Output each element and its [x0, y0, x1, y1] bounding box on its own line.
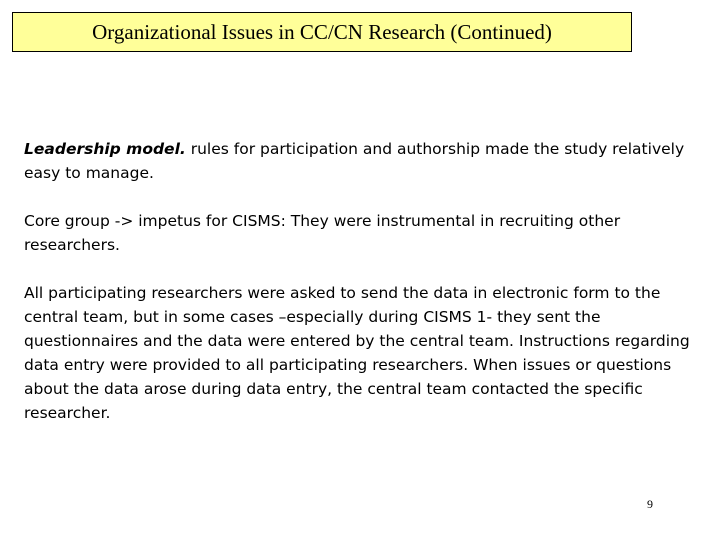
paragraph-text: Core group -> impetus for CISMS: They were instrumental in recruiting other researchers.	[24, 212, 621, 254]
paragraph-text: All participating researchers were asked to send the data in electronic form to the central team, but in some cases –especially during CISMS 1- they sent the questionnaires and the data were entered by the central team. Instructions regarding data entry were provided to all participating researchers. When issues or questions about the data arose during data entry, the central team contacted the specific researcher.	[24, 284, 690, 422]
slide-title: Organizational Issues in CC/CN Research (Continued)	[92, 19, 552, 44]
slide-title-box	[12, 12, 632, 52]
slide-body	[24, 137, 696, 449]
paragraph-lead: Leadership model.	[24, 140, 186, 158]
paragraph-core-group	[24, 209, 696, 257]
paragraph-text: rules for participation and authorship made the study relatively easy to manage.	[24, 140, 685, 182]
paragraph-leadership	[24, 137, 696, 185]
paragraph-data-collection	[24, 281, 696, 425]
page-number: 9	[647, 497, 653, 511]
